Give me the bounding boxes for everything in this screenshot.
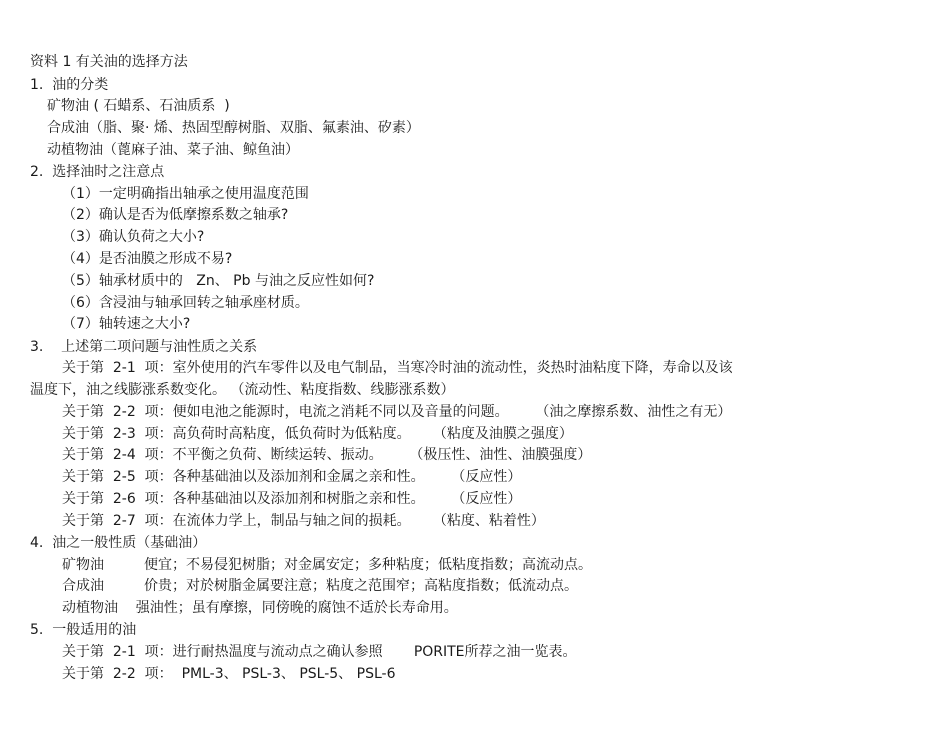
section-3-item: 关于第 2-6 项：各种基础油以及添加剂和树脂之亲和性。 （反应性） (62, 491, 522, 507)
section-3-item-line-2: 温度下，油之线膨涨系数变化。 （流动性、粘度指数、线膨涨系数） (30, 382, 455, 398)
section-3-item: 关于第 2-4 项：不平衡之负荷、断续运转、振动。 （极压性、油性、油膜强度） (62, 447, 592, 463)
section-2-item: （2）确认是否为低摩擦系数之轴承? (62, 207, 289, 223)
section-2-item: （6）含浸油与轴承回转之轴承座材质。 (62, 295, 309, 311)
section-1-item: 动植物油（蓖麻子油、菜子油、鲸鱼油） (47, 142, 299, 158)
document-title: 资料 1 有关油的选择方法 (30, 54, 188, 70)
section-2-item: （7）轴转速之大小? (62, 316, 191, 332)
section-5-item: 关于第 2-1 项：进行耐热温度与流动点之确认参照 PORITE所荐之油一览表。 (62, 644, 577, 660)
section-4-item: 合成油 价贵；对於树脂金属要注意；粘度之范围窄；高粘度指数；低流动点。 (62, 578, 579, 594)
section-5-item: 关于第 2-2 项： PML-3、 PSL-3、 PSL-5、 PSL-6 (62, 666, 396, 682)
section-1-item: 矿物油 ( 石蜡系、石油质系 ) (47, 98, 230, 114)
section-3-item: 关于第 2-7 项：在流体力学上，制品与轴之间的损耗。 （粘度、粘着性） (62, 513, 545, 529)
section-2-item: （5）轴承材质中的 Zn、 Pb 与油之反应性如何? (62, 273, 375, 289)
section-2-heading: 2. 选择油时之注意点 (30, 164, 165, 180)
section-3-item: 关于第 2-5 项：各种基础油以及添加剂和金属之亲和性。 （反应性） (62, 469, 522, 485)
section-2-item: （3）确认负荷之大小? (62, 229, 205, 245)
section-2-item: （4）是否油膜之形成不易? (62, 251, 233, 267)
section-1-heading: 1. 油的分类 (30, 77, 109, 93)
section-3-item: 关于第 2-3 项：高负荷时高粘度，低负荷时为低粘度。 （粘度及油膜之强度） (62, 426, 573, 442)
section-5-heading: 5. 一般适用的油 (30, 622, 137, 638)
section-4-heading: 4. 油之一般性质（基础油） (30, 535, 207, 551)
section-4-item: 矿物油 便宜；不易侵犯树脂；对金属安定；多种粘度；低粘度指数；高流动点。 (62, 557, 593, 573)
section-2-item: （1）一定明确指出轴承之使用温度范围 (62, 186, 309, 202)
section-3-item-line-1: 关于第 2-1 项：室外使用的汽车零件以及电气制品，当寒冷时油的流动性，炎热时油粘度下降，寿命以及该 (62, 360, 733, 376)
section-1-item: 合成油（脂、聚· 烯、热固型醇树脂、双脂、氟素油、矽素） (47, 120, 420, 136)
section-3-heading: 3. 上述第二项问题与油性质之关系 (30, 339, 258, 355)
section-4-item: 动植物油 强油性；虽有摩擦，同傍晚的腐蚀不适於长寿命用。 (62, 600, 458, 616)
section-3-item: 关于第 2-2 项：便如电池之能源时，电流之消耗不同以及音量的问题。 （油之摩擦系数、油性之有无） (62, 404, 732, 420)
